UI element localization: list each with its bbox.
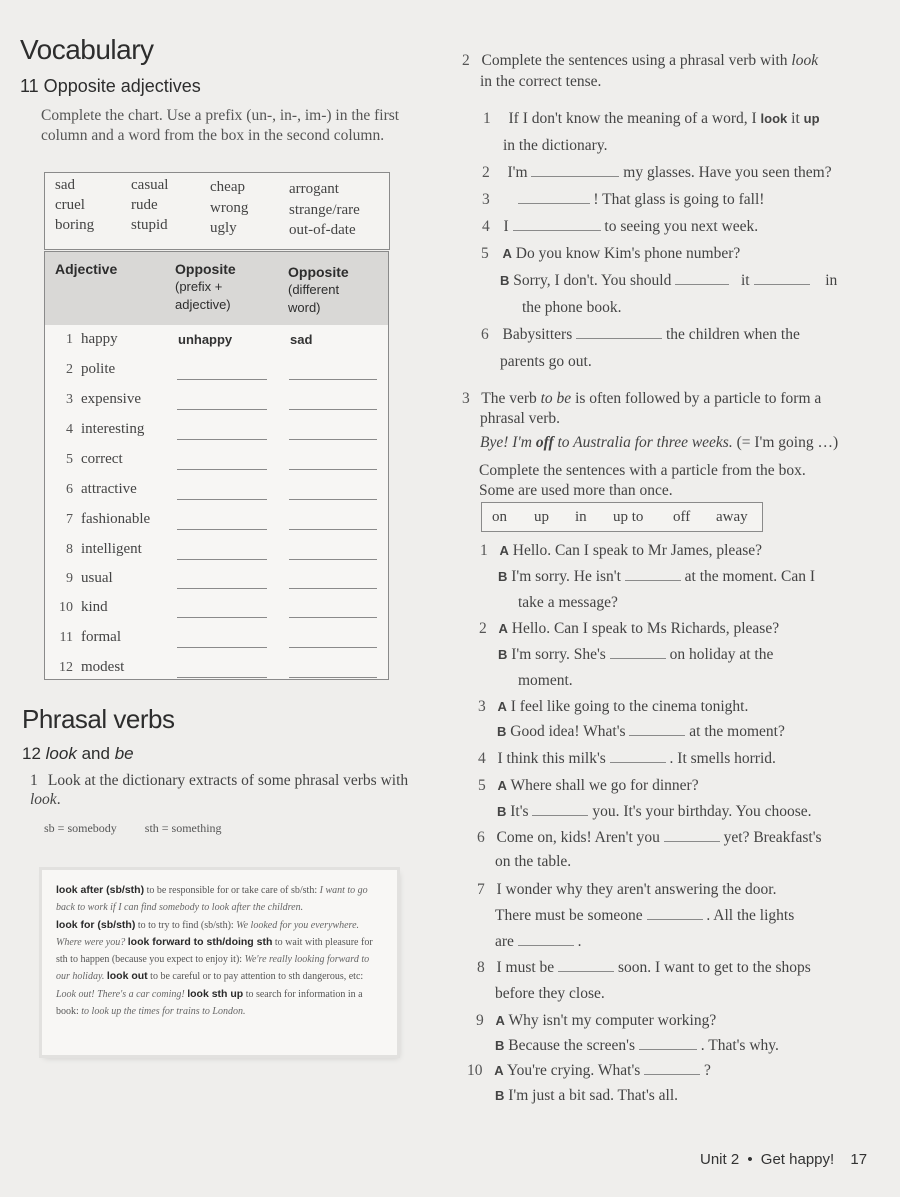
ex3-q3-B (497, 722, 785, 742)
particle-word: up (534, 509, 549, 525)
instruction-italic: look (791, 52, 819, 69)
instruction-text: Complete the sentences using a phrasal verb with (481, 52, 788, 69)
exercise-2-instruction (462, 51, 818, 71)
table-row (45, 567, 388, 597)
header-line: Opposite (175, 261, 236, 277)
answer-blank-prefix[interactable] (177, 677, 267, 678)
question-number: 2 (479, 620, 487, 637)
box-word: cruel (55, 197, 85, 213)
instruction-text: The verb (481, 390, 537, 407)
answer-blank-word[interactable] (289, 469, 377, 470)
table-row (45, 656, 388, 686)
example-particle: off (535, 434, 554, 451)
abbrev-sth: sth = something (144, 821, 222, 835)
dict-headword: look sth up (187, 987, 244, 1000)
opposite-adjectives-table (44, 251, 389, 680)
question-text: . All the lights (706, 907, 795, 924)
answer-look: look (760, 111, 788, 126)
question-number: 7 (477, 881, 485, 898)
table-row (45, 328, 388, 358)
ex3-q9-A (476, 1011, 716, 1031)
ex2-sentence-5B (500, 271, 837, 291)
answer-blank-prefix[interactable] (177, 529, 267, 530)
exercise-3-instruction-3: Some are used more than once. (479, 482, 673, 499)
speaker-b: B (495, 1088, 505, 1103)
particle-word: in (575, 509, 587, 525)
ex3-q6-cont: on the table. (495, 853, 572, 870)
exercise-11-instruction: Complete the chart. Use a prefix (un-, in-, im-) in the first column and a word from the box in the second column. (41, 107, 400, 144)
column-header-different-word (288, 263, 349, 317)
answer-blank-word[interactable] (289, 409, 377, 410)
answer-blank[interactable] (513, 230, 601, 231)
question-number: 1 (480, 542, 488, 559)
instruction-italic: to be (540, 390, 572, 407)
question-text: I'm sorry. She's (511, 646, 606, 663)
answer-prefix: unhappy (178, 332, 233, 347)
row-number: 8 (66, 542, 73, 557)
question-text: There must be someone (495, 907, 643, 924)
question-number: 6 (477, 829, 485, 846)
speaker-b: B (498, 647, 508, 662)
exercise-11-heading: 11 Opposite adjectives (20, 76, 201, 96)
row-adjective: correct (81, 451, 123, 467)
question-text: ? (704, 1062, 711, 1079)
ex3-q7-cont (495, 906, 794, 926)
ex3-q2-B-cont: moment. (518, 672, 573, 689)
dict-example: Look out! There's a car coming! (56, 988, 185, 1000)
ex3-q1-B (498, 567, 815, 587)
header-line: (prefix + (175, 279, 223, 294)
answer-blank[interactable] (518, 203, 590, 204)
sentence-text: I'm (507, 164, 528, 181)
sentence-text: I (503, 218, 509, 235)
dict-example: We looked for you everywhere. Where were you? (56, 919, 360, 948)
question-number: 5 (478, 777, 486, 794)
question-text: at the moment? (689, 723, 785, 740)
ex3-q2-A (479, 619, 779, 639)
speaker-b: B (498, 569, 508, 584)
ex3-q8-cont: before they close. (495, 985, 605, 1002)
ex2-sentence-1-cont: in the dictionary. (503, 137, 608, 154)
box-word: sad (55, 177, 75, 193)
box-word: stupid (131, 217, 168, 233)
answer-blank-word[interactable] (289, 677, 377, 678)
page-number: 17 (850, 1151, 868, 1168)
answer-blank-prefix[interactable] (177, 439, 267, 440)
table-row (45, 508, 388, 538)
dict-example: to look up the times for trains to London. (81, 1006, 246, 1018)
answer-blank-prefix[interactable] (177, 588, 267, 589)
row-adjective: fashionable (81, 511, 151, 527)
table-row (45, 538, 388, 568)
speaker-b: B (497, 804, 507, 819)
header-line: (different (288, 282, 340, 297)
answer-blank-word[interactable] (289, 439, 377, 440)
exercise-number: 2 (462, 52, 470, 69)
ex3-q1-B-cont: take a message? (518, 594, 618, 611)
row-number: 9 (66, 571, 73, 586)
particle-word: on (492, 509, 507, 525)
sentence-number: 2 (482, 164, 490, 181)
footer-separator: • (747, 1151, 753, 1168)
row-adjective: happy (81, 331, 118, 347)
particle-word: up to (613, 509, 644, 525)
answer-blank[interactable] (754, 284, 810, 285)
particle-word: off (673, 509, 691, 525)
question-italic: look (30, 791, 57, 808)
answer-blank-word[interactable] (289, 529, 377, 530)
question-text: Good idea! What's (510, 723, 626, 740)
question-number: 4 (478, 750, 486, 767)
example-gloss: (= I'm going …) (736, 434, 839, 451)
row-adjective: interesting (81, 421, 145, 437)
answer-blank[interactable] (644, 1074, 700, 1075)
question-text: I wonder why they aren't answering the door. (496, 881, 777, 898)
table-row (45, 596, 388, 626)
answer-blank-prefix[interactable] (177, 647, 267, 648)
table-header (45, 252, 388, 325)
question-text: You're crying. What's (506, 1062, 641, 1079)
answer-blank-word[interactable] (289, 379, 377, 380)
column-header-adjective: Adjective (55, 261, 118, 277)
question-number: 10 (467, 1062, 483, 1079)
sentence-number: 6 (481, 326, 489, 343)
question-text: are (495, 933, 514, 950)
answer-blank[interactable] (531, 176, 619, 177)
table-row (45, 448, 388, 478)
question-text: . It smells horrid. (669, 750, 776, 767)
ex3-q4 (478, 749, 776, 769)
question-text: at the moment. Can I (684, 568, 816, 585)
exercise-number: 3 (462, 390, 470, 407)
sentence-number: 3 (482, 191, 490, 208)
answer-blank[interactable] (558, 971, 614, 972)
ex3-q1-A (480, 541, 762, 561)
question-text: soon. I want to get to the shops (617, 959, 811, 976)
dictionary-extract (42, 870, 397, 1055)
question-text: yet? Breakfast's (723, 829, 822, 846)
ex3-q2-B (498, 645, 773, 665)
ex3-q7 (477, 880, 777, 900)
dict-example: We're really looking forward to our holiday. (56, 954, 370, 983)
dict-definition: to to try to find (sb/sth): (137, 919, 234, 931)
instruction-text: is often followed by a particle to form a (575, 390, 822, 407)
table-row (45, 418, 388, 448)
heading-word: be (114, 744, 134, 763)
table-row (45, 626, 388, 656)
question-text: I'm just a bit sad. That's all. (508, 1087, 679, 1104)
answer-blank-prefix[interactable] (177, 499, 267, 500)
row-number: 11 (59, 630, 73, 645)
row-number: 3 (66, 392, 73, 407)
heading-word: and (81, 744, 110, 763)
question-text: I think this milk's (497, 750, 606, 767)
section-heading-phrasal-verbs: Phrasal verbs (22, 704, 175, 734)
table-row (45, 358, 388, 388)
speaker-a: A (495, 1013, 505, 1028)
example-text: to Australia for three weeks. (557, 434, 733, 451)
box-word: arrogant (289, 181, 339, 197)
ex3-q8 (477, 958, 811, 978)
particle-box (481, 502, 763, 532)
row-number: 4 (66, 422, 73, 437)
dict-definition: to wait with pleasure for sth to happen (because you expect to enjoy it): (56, 936, 373, 966)
column-header-prefix (175, 260, 236, 314)
row-number: 6 (66, 482, 73, 497)
question-text: you. It's your birthday. You choose. (592, 803, 812, 820)
question-text: I feel like going to the cinema tonight. (510, 698, 749, 715)
ex2-sentence-5B-cont: the phone book. (522, 299, 622, 316)
question-text: on holiday at the (669, 646, 774, 663)
section-heading-vocabulary: Vocabulary (20, 34, 154, 65)
exercise-3-instruction-line2: phrasal verb. (480, 410, 561, 427)
answer-blank[interactable] (625, 580, 681, 581)
sentence-text: Sorry, I don't. You should (513, 272, 672, 289)
ex3-q7-cont2 (495, 932, 582, 952)
abbreviations (44, 821, 222, 836)
answer-blank-word[interactable] (289, 499, 377, 500)
answer-word: sad (290, 332, 313, 347)
ex3-q9-B (495, 1036, 779, 1056)
answer-blank-word[interactable] (289, 647, 377, 648)
answer-blank-prefix[interactable] (177, 469, 267, 470)
exercise-3-instruction (462, 389, 821, 409)
question-text: Because the screen's (508, 1037, 635, 1054)
example-text: Bye! I'm (480, 434, 532, 451)
exercise-2-instruction-line2: in the correct tense. (480, 73, 602, 90)
table-row (45, 478, 388, 508)
answer-blank[interactable] (629, 735, 685, 736)
sentence-text: the children when the (666, 326, 800, 343)
footer-title: Get happy! (760, 1151, 835, 1168)
exercise-3-instruction-2: Complete the sentences with a particle from the box. (479, 462, 806, 479)
speaker-a: A (499, 543, 509, 558)
ex2-sentence-1 (483, 109, 820, 129)
ex3-q5-B (497, 802, 812, 822)
question-text: I'm sorry. He isn't (511, 568, 621, 585)
sentence-text: my glasses. Have you seen them? (623, 164, 832, 181)
dict-headword: look after (sb/sth) (56, 884, 145, 896)
ex2-sentence-5A (481, 244, 740, 264)
row-number: 12 (59, 660, 73, 675)
sentence-text: ! That glass is going to fall! (593, 191, 765, 208)
answer-blank[interactable] (647, 919, 703, 920)
question-text: Come on, kids! Aren't you (496, 829, 660, 846)
sentence-text: Babysitters (502, 326, 573, 343)
box-word: cheap (210, 179, 245, 195)
sentence-number: 1 (483, 110, 491, 127)
answer-blank-prefix[interactable] (177, 379, 267, 380)
header-line: adjective) (175, 297, 231, 312)
answer-blank[interactable] (576, 338, 662, 339)
ex2-sentence-6 (481, 325, 800, 345)
header-line: word) (288, 300, 321, 315)
answer-blank[interactable] (610, 762, 666, 763)
answer-blank[interactable] (639, 1049, 697, 1050)
sentence-text: Do you know Kim's phone number? (515, 245, 741, 262)
ex2-sentence-6-cont: parents go out. (500, 353, 592, 370)
answer-blank-word[interactable] (289, 617, 377, 618)
ex3-q6 (477, 828, 822, 848)
dict-headword: look out (106, 970, 148, 983)
answer-blank-prefix[interactable] (177, 409, 267, 410)
box-word: wrong (210, 200, 249, 216)
speaker-b: B (497, 724, 507, 739)
sentence-text: to seeing you next week. (604, 218, 759, 235)
sentence-text: in (825, 272, 838, 289)
box-word: strange/rare (289, 202, 360, 218)
box-word: casual (131, 177, 169, 193)
question-text: It's (510, 803, 529, 820)
speaker-a: A (498, 621, 508, 636)
dict-definition: to be careful or to pay attention to sth dangerous, etc: (150, 971, 364, 983)
row-adjective: expensive (81, 391, 141, 407)
row-adjective: usual (81, 570, 113, 586)
ex2-sentence-3 (482, 190, 764, 210)
table-row (45, 388, 388, 418)
question-text: I must be (496, 959, 555, 976)
box-word: rude (131, 197, 158, 213)
row-adjective: modest (81, 659, 125, 675)
question-text: Look at the dictionary extracts of some phrasal verbs with (47, 772, 409, 789)
ex3-q5-A (478, 776, 699, 796)
box-word: ugly (210, 220, 237, 236)
row-number: 2 (66, 362, 73, 377)
box-word: boring (55, 217, 95, 233)
exercise-3-example (480, 433, 838, 453)
answer-blank[interactable] (532, 815, 588, 816)
row-number: 7 (66, 512, 73, 527)
answer-blank[interactable] (518, 945, 574, 946)
answer-blank-word[interactable] (289, 588, 377, 589)
question-text: . (577, 933, 582, 950)
dict-headword: look forward to sth/doing sth (127, 935, 273, 948)
header-line: Opposite (288, 264, 349, 280)
row-adjective: polite (81, 361, 116, 377)
exercise-12-heading (22, 744, 134, 764)
speaker-b: B (500, 273, 510, 288)
word-box (44, 172, 390, 250)
dict-headword: look for (sb/sth) (56, 918, 136, 931)
dict-example: I want to go back to work if I can find somebody to look after the children. (56, 885, 368, 914)
answer-blank[interactable] (610, 658, 666, 659)
footer-unit: Unit 2 (700, 1151, 740, 1168)
heading-word: look (45, 744, 77, 763)
sentence-number: 5 (481, 245, 489, 262)
speaker-b: B (495, 1038, 505, 1053)
answer-blank-prefix[interactable] (177, 559, 267, 560)
ex3-q10-A (467, 1061, 711, 1081)
dict-definition: to be responsible for or take care of sb/sth: (146, 885, 318, 896)
exercise-number: 12 (22, 744, 41, 763)
ex2-sentence-2 (482, 163, 832, 183)
answer-up: up (803, 111, 820, 126)
question-text: Hello. Can I speak to Mr James, please? (512, 542, 762, 559)
answer-blank-word[interactable] (289, 559, 377, 560)
question-number: 3 (478, 698, 486, 715)
exercise-12-question-1: 1 Look at the dictionary extracts of some phrasal verbs with look. (30, 772, 409, 808)
dict-definition: to search for information in a book: (56, 988, 363, 1018)
row-adjective: formal (81, 629, 121, 645)
row-number: 10 (59, 600, 73, 615)
row-adjective: kind (81, 599, 108, 615)
particle-word: away (716, 509, 748, 525)
question-number: 8 (477, 959, 485, 976)
answer-blank[interactable] (664, 841, 720, 842)
sentence-text: it (741, 272, 750, 289)
speaker-a: A (502, 246, 512, 261)
row-adjective: intelligent (81, 541, 142, 557)
box-word: out-of-date (289, 222, 356, 238)
question-text: Why isn't my computer working? (508, 1012, 717, 1029)
sentence-text: it (791, 110, 800, 127)
question-text: Hello. Can I speak to Ms Richards, please? (511, 620, 780, 637)
question-number: 9 (476, 1012, 484, 1029)
page-footer (700, 1151, 867, 1168)
ex2-sentence-4 (482, 217, 758, 237)
question-text: . That's why. (700, 1037, 779, 1054)
row-adjective: attractive (81, 481, 137, 497)
row-number: 1 (66, 332, 73, 347)
question-text: Where shall we go for dinner? (510, 777, 699, 794)
ex3-q10-B (495, 1086, 678, 1106)
answer-blank[interactable] (675, 284, 729, 285)
speaker-a: A (497, 778, 507, 793)
sentence-number: 4 (482, 218, 490, 235)
abbrev-sb: sb = somebody (44, 821, 117, 835)
question-number: 1 (30, 772, 38, 789)
answer-blank-prefix[interactable] (177, 617, 267, 618)
ex3-q3-A (478, 697, 748, 717)
speaker-a: A (497, 699, 507, 714)
sentence-text: If I don't know the meaning of a word, I (508, 110, 757, 127)
speaker-a: A (494, 1063, 504, 1078)
row-number: 5 (66, 452, 73, 467)
